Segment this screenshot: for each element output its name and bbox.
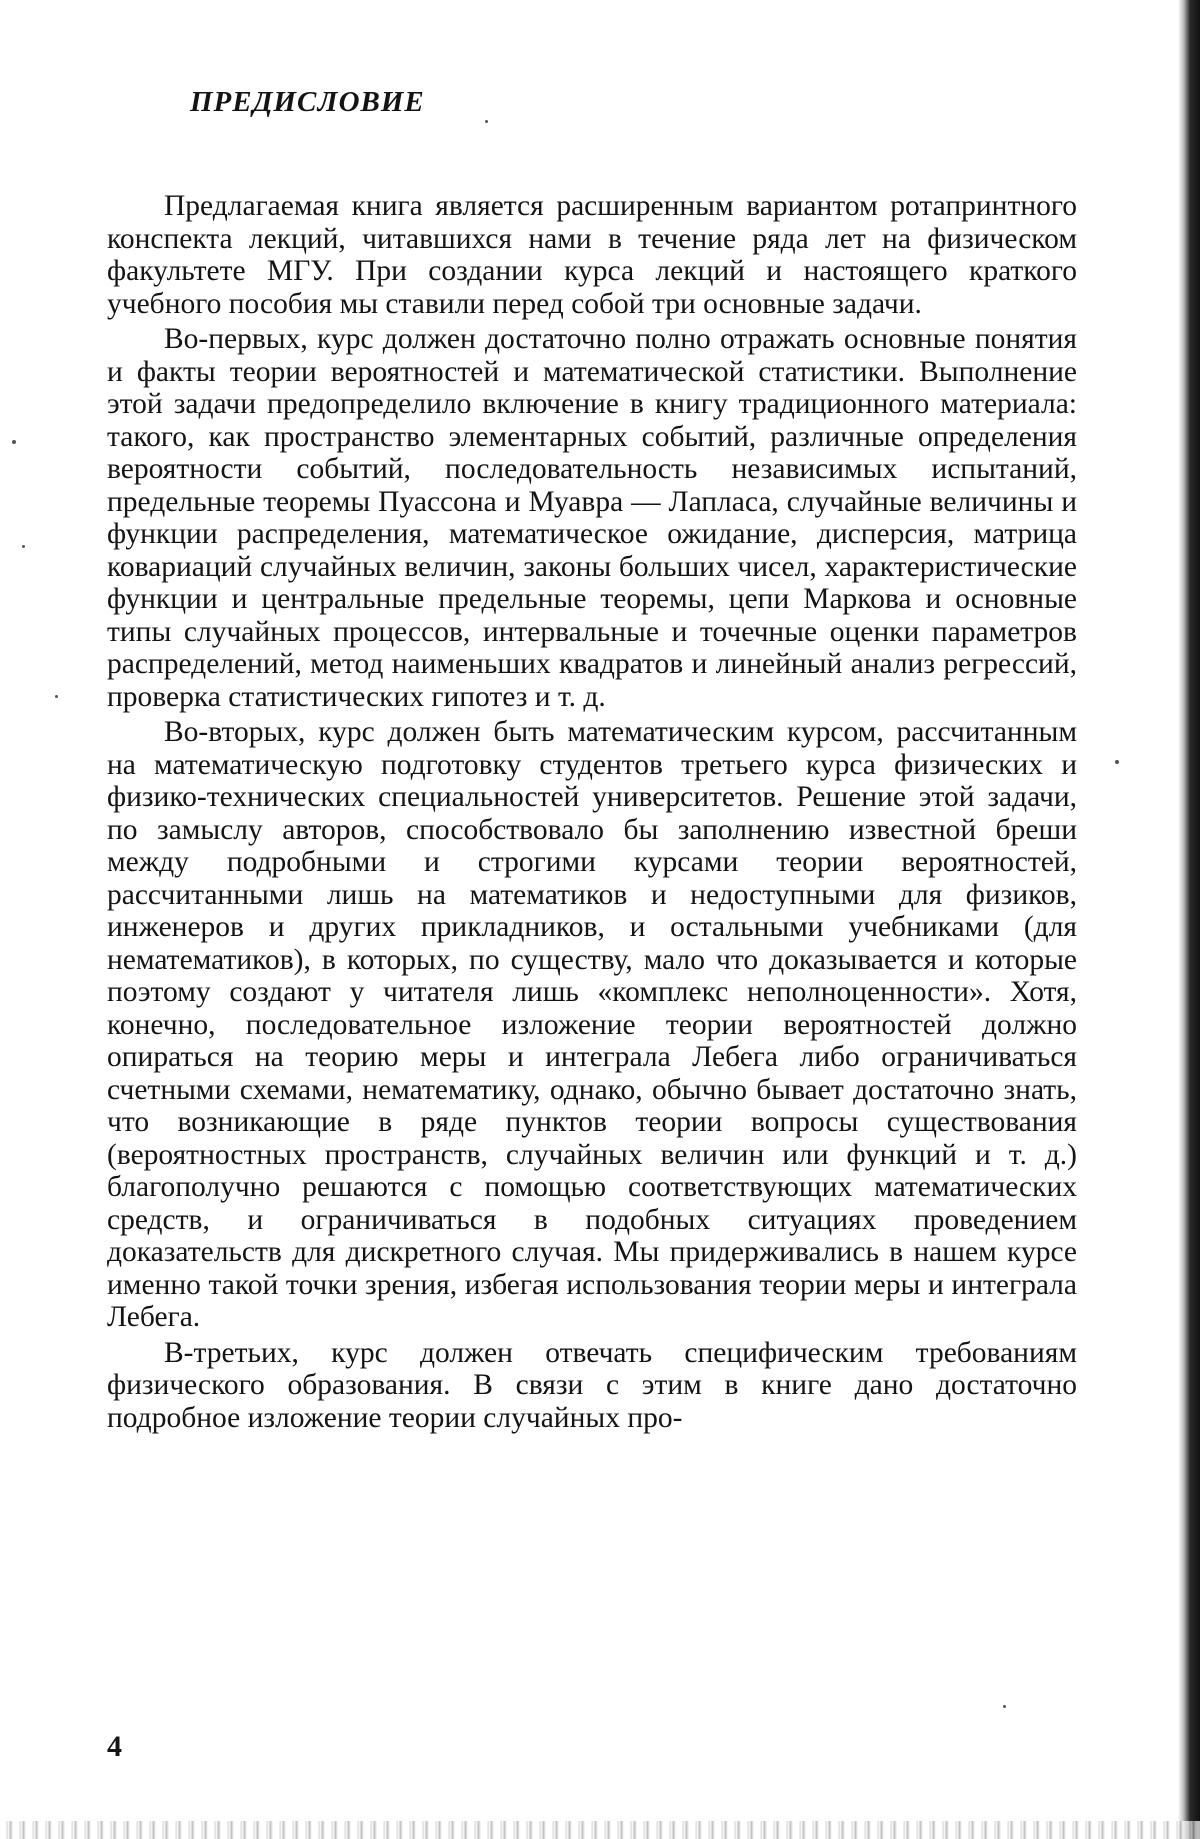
scan-speck xyxy=(12,440,16,444)
scan-speck xyxy=(485,120,488,123)
paragraph-1: Предлагаемая книга является расширенным вариантом ротапринтного конспекта лекций, читавшихся нами в течение ряда лет на физическом факультете МГУ. При создании курса лекций и настоящего краткого учебного пособия мы ставили перед собой три основные задачи. xyxy=(107,190,1077,320)
body-text xyxy=(107,190,1077,1437)
paragraph-4: В-третьих, курс должен отвечать специфическим требованиям физического образования. В связи с этим в книге дано достаточно подробное изложение теории случайных про- xyxy=(107,1336,1077,1434)
scan-shadow-right xyxy=(1178,0,1200,1839)
paragraph-2: Во-первых, курс должен достаточно полно отражать основные понятия и факты теории вероятностей и математической статистики. Выполнение этой задачи предопределило включение в книгу традиционного материала: такого, как пространство элементарных событий, различные определения вероятности событий, последовательность независимых испытаний, предельные теоремы Пуассона и Муавра — Лапласа, случайные величины и функции распределения, математическое ожидание, дисперсия, матрица ковариаций случайных величин, законы больших чисел, характеристические функции и центральные предельные теоремы, цепи Маркова и основные типы случайных процессов, интервальные и точечные оценки параметров распределений, метод наименьших квадратов и линейный анализ регрессий, проверка статистических гипотез и т. д. xyxy=(107,323,1077,713)
paragraph-3: Во-вторых, курс должен быть математическим курсом, рассчитанным на математическую подготовку студентов третьего курса физических и физико-технических специальностей университетов. Решение этой задачи, по замыслу авторов, способствовало бы заполнению известной бреши между подробными и строгими курсами теории вероятностей, рассчитанными лишь на математиков и недоступными для физиков, инженеров и других прикладников, и остальными учебниками (для нематематиков), в которых, по существу, мало что доказывается и которые поэтому создают у читателя лишь «комплекс неполноценности». Хотя, конечно, последовательное изложение теории вероятностей должно опираться на теорию меры и интеграла Лебега либо ограничиваться счетными схемами, нематематику, однако, обычно бывает достаточно знать, что возникающие в ряде пунктов теории вопросы существования (вероятностных пространств, случайных величин или функций и т. д.) благополучно решаются с помощью соответствующих математических средств, и ограничиваться в подобных ситуациях проведением доказательств для дискретного случая. Мы придерживались в нашем курсе именно такой точки зрения, избегая использования теории меры и интеграла Лебега. xyxy=(107,716,1077,1333)
page-number: 4 xyxy=(107,1730,122,1763)
scan-speck xyxy=(22,545,25,548)
scan-noise-bottom xyxy=(0,1821,1200,1839)
scan-speck xyxy=(1003,1705,1006,1708)
scan-speck xyxy=(55,695,58,698)
scan-speck xyxy=(1115,760,1119,764)
page-heading: ПРЕДИСЛОВИЕ xyxy=(190,86,425,118)
